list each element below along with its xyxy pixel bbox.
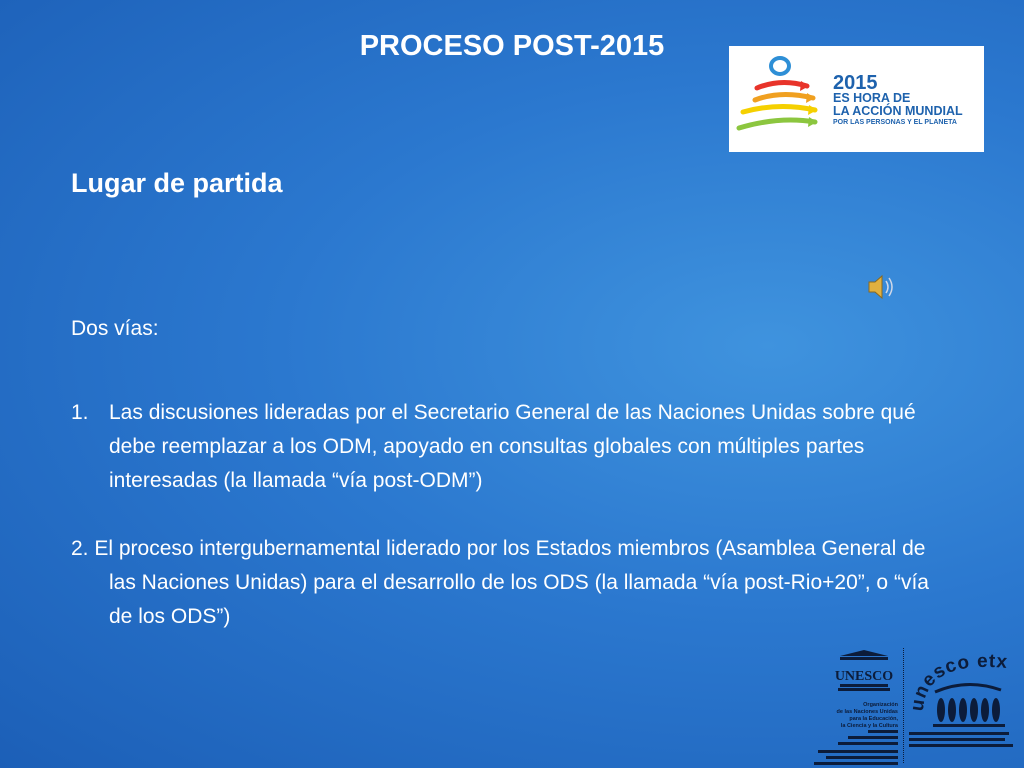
unesco-etxea-emblem-icon <box>905 640 1017 730</box>
unesco-org-line-3: para la Educación, <box>849 716 898 722</box>
list-item-1-number: 1. <box>71 401 89 424</box>
list-item-2-text: 2. El proceso intergubernamental liderado por los Estados miembros (Asamblea General de las Naciones Unidas) para el desarrollo de los ODS (la llamada “vía post-Rio+20”, o “vía de los ODS”) <box>71 537 929 628</box>
unesco-emblem-letters <box>835 669 893 684</box>
intro-text: Dos vías: <box>71 317 159 340</box>
campaign-line-3: POR LAS PERSONAS Y EL PLANETA <box>833 119 957 126</box>
campaign-logo-text <box>833 74 963 128</box>
campaign-logo <box>729 46 984 152</box>
unesco-illegible-text-block <box>808 728 902 768</box>
campaign-line-1: ES HORA DE <box>833 91 911 105</box>
unesco-temple-icon <box>808 648 902 700</box>
unesco-logo <box>808 648 902 766</box>
slide-title-text: PROCESO POST-2015 <box>359 30 665 62</box>
list-item-1-text: Las discusiones lideradas por el Secretario General de las Naciones Unidas sobre qué debe reemplazar a los ODM, apoyado en consultas globales con múltiples partes interesadas (la llamada “vía post-ODM”) <box>109 401 916 492</box>
unesco-org-line-2: de las Naciones Unidas <box>836 709 898 715</box>
campaign-year: 2015 <box>833 72 878 94</box>
unesco-etxea-illegible-text <box>905 730 1017 764</box>
list-item-1 <box>71 396 951 498</box>
unesco-emblem-text: UNESCO <box>834 669 894 684</box>
unesco-org-line-1: Organización <box>863 702 898 708</box>
speaker-icon[interactable] <box>866 272 898 307</box>
unesco-etxea-logo <box>905 640 1017 766</box>
unesco-org-name <box>837 702 898 730</box>
campaign-line-2: LA ACCIÓN MUNDIAL <box>833 104 963 118</box>
slide-subtitle: Lugar de partida <box>71 168 283 198</box>
unesco-etxea-label: unesco etx <box>906 650 1009 713</box>
list-item-2 <box>71 532 951 634</box>
unesco-org-line-4: la Ciencia y la Cultura <box>840 723 898 729</box>
